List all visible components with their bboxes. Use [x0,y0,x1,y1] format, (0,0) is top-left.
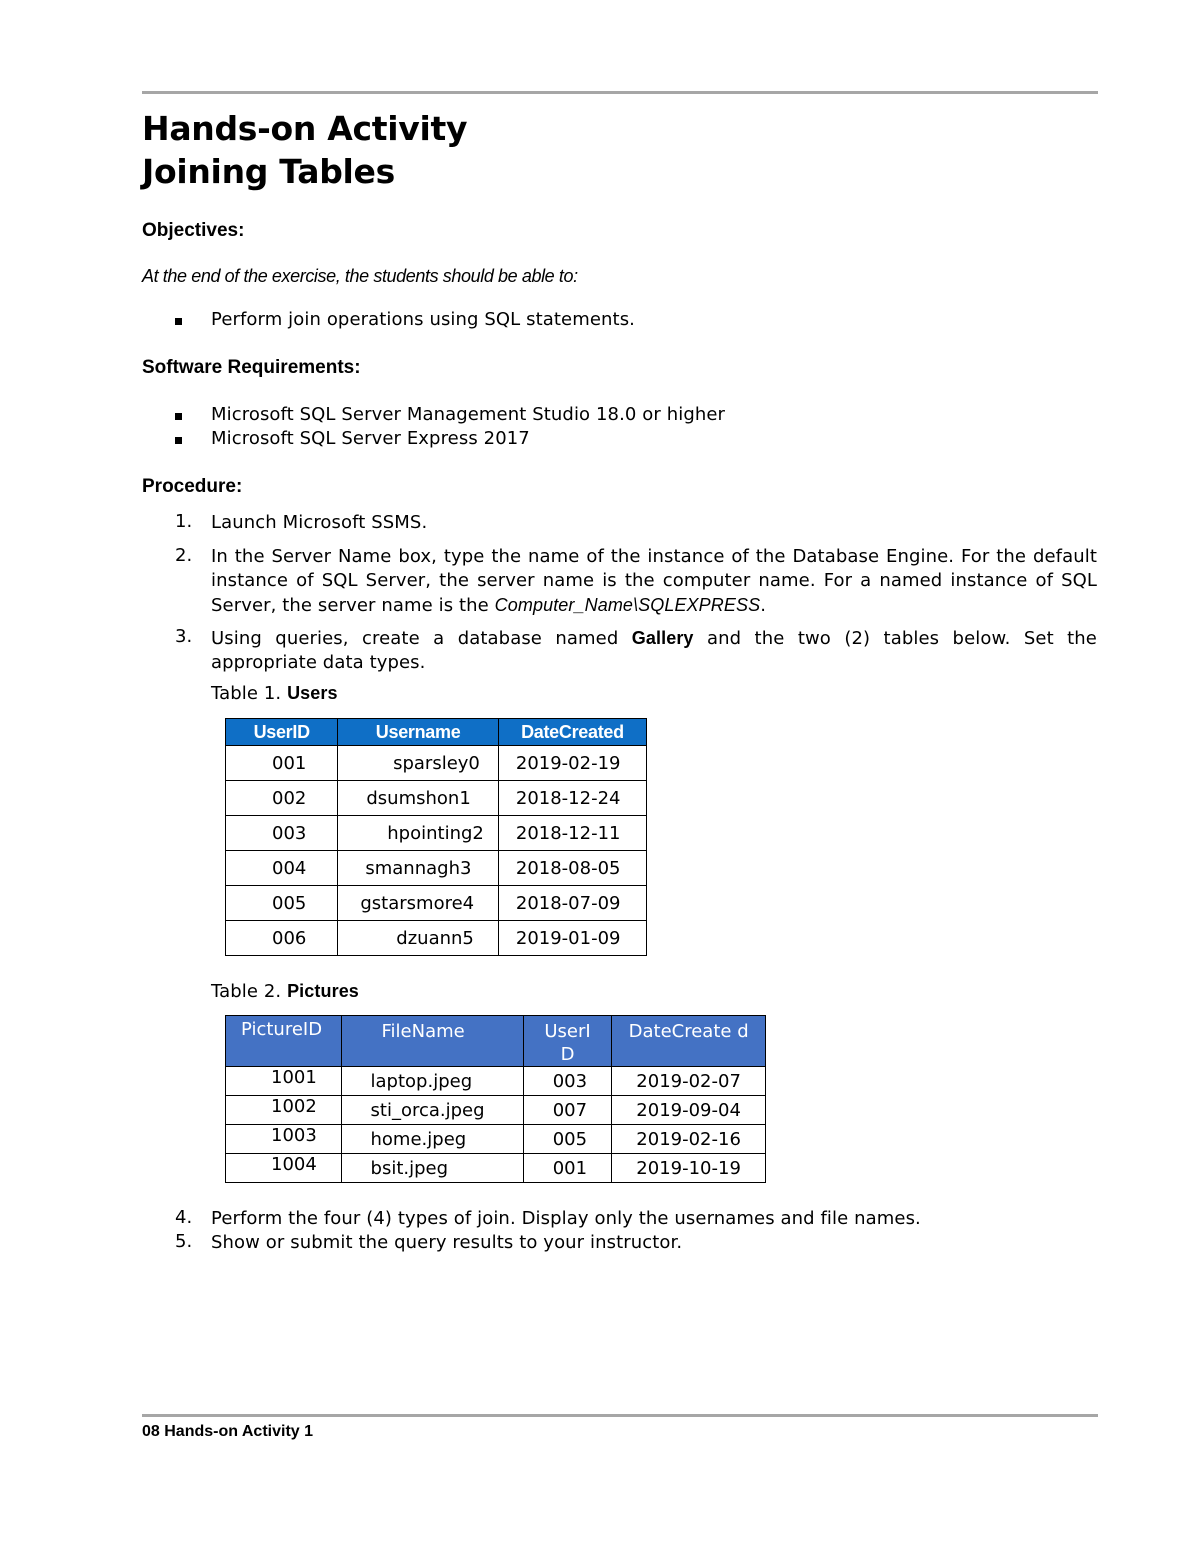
caption-prefix: Table 1. [211,683,288,704]
bullet-square-icon [175,437,182,444]
step-number: 2. [175,545,193,566]
column-header-text: UserI D [544,1021,591,1065]
table-cell: home.jpeg [341,1125,523,1154]
step-text-part: . [760,595,767,616]
table-header-row [226,719,647,746]
column-header: UserID [226,719,338,746]
objective-text: Perform join operations using SQL statements. [211,309,636,330]
objectives-heading: Objectives: [142,220,245,241]
column-header [612,1016,766,1067]
title-line-2: Joining Tables [142,152,395,191]
table-cell: 1003 [226,1125,342,1154]
step-number: 3. [175,626,193,647]
table-cell: dsumshon1 [338,781,499,816]
table-row [226,1125,766,1154]
table-cell: dzuann5 [338,921,499,956]
table-row [226,746,647,781]
table-cell: smannagh3 [338,851,499,886]
footer-rule [142,1414,1098,1417]
step-text: Show or submit the query results to your instructor. [211,1232,683,1253]
table-cell: 006 [226,921,338,956]
table-cell: 005 [226,886,338,921]
top-rule [142,91,1098,94]
table-cell: bsit.jpeg [341,1154,523,1183]
table-cell: 2018-12-11 [498,816,646,851]
step-text [211,626,1097,675]
bullet-square-icon [175,413,182,420]
table-cell: hpointing2 [338,816,499,851]
pictures-table [225,1015,766,1183]
table-row [226,886,647,921]
table-row [226,781,647,816]
table-cell: 1004 [226,1154,342,1183]
column-header: PictureID [226,1016,342,1067]
table-cell: 001 [226,746,338,781]
table-cell: 2018-07-09 [498,886,646,921]
table-cell: 2018-08-05 [498,851,646,886]
step-text: Launch Microsoft SSMS. [211,512,428,533]
table-cell: 1002 [226,1096,342,1125]
table-header-row [226,1016,766,1067]
column-header-text: DateCreate d [628,1021,749,1042]
caption-prefix: Table 2. [211,981,288,1002]
footer-label: 08 Hands-on Activity 1 [142,1423,314,1440]
table-row [226,1067,766,1096]
step-text-italic: Computer_Name\SQLEXPRESS [494,595,761,615]
table-cell: 2018-12-24 [498,781,646,816]
step-number: 1. [175,511,193,532]
table-cell: 001 [523,1154,612,1183]
table-cell: 1001 [226,1067,342,1096]
table-cell: 2019-02-19 [498,746,646,781]
table2-caption [211,981,359,1002]
column-header: FileName [341,1016,523,1067]
step-text-part: and the two (2) tables below. Set the appropriate data types. [211,628,1097,673]
table-cell: sparsley0 [338,746,499,781]
table-cell: 2019-10-19 [612,1154,766,1183]
table-cell: 2019-02-07 [612,1067,766,1096]
caption-name: Pictures [287,981,359,1001]
bullet-square-icon [175,318,182,325]
table-row [226,921,647,956]
caption-name: Users [287,683,338,703]
step-number: 5. [175,1231,193,1252]
table-cell: laptop.jpeg [341,1067,523,1096]
table-cell: 2019-01-09 [498,921,646,956]
step-text-bold: Gallery [631,628,694,648]
table-cell: 005 [523,1125,612,1154]
table-cell: 004 [226,851,338,886]
table-cell: 003 [226,816,338,851]
procedure-heading: Procedure: [142,476,243,497]
step-number: 4. [175,1207,193,1228]
column-header: Username [338,719,499,746]
column-header [523,1016,612,1067]
users-table [225,718,647,956]
table-row [226,1154,766,1183]
table-row [226,1096,766,1125]
software-heading: Software Requirements: [142,357,361,378]
software-text: Microsoft SQL Server Management Studio 18.0 or higher [211,404,726,425]
table1-caption [211,683,338,704]
step-text [211,545,1097,618]
column-header: DateCreated [498,719,646,746]
table-row [226,816,647,851]
table-cell: 007 [523,1096,612,1125]
objectives-intro: At the end of the exercise, the students should be able to: [142,266,578,286]
step-text-part: Using queries, create a database named [211,628,632,649]
table-cell: sti_orca.jpeg [341,1096,523,1125]
step-text-part: In the Server Name box, type the name of the instance of the Database Engine. For the default instance of SQL Server, the server name is the computer name. For a named instance of SQL Server, the server name is the [211,546,1097,616]
table-cell: 2019-02-16 [612,1125,766,1154]
table-cell: 003 [523,1067,612,1096]
title-line-1: Hands-on Activity [142,109,468,148]
table-row [226,851,647,886]
software-text: Microsoft SQL Server Express 2017 [211,428,530,449]
table-cell: 2019-09-04 [612,1096,766,1125]
table-cell: 002 [226,781,338,816]
step-text: Perform the four (4) types of join. Display only the usernames and file names. [211,1208,921,1229]
table-cell: gstarsmore4 [338,886,499,921]
